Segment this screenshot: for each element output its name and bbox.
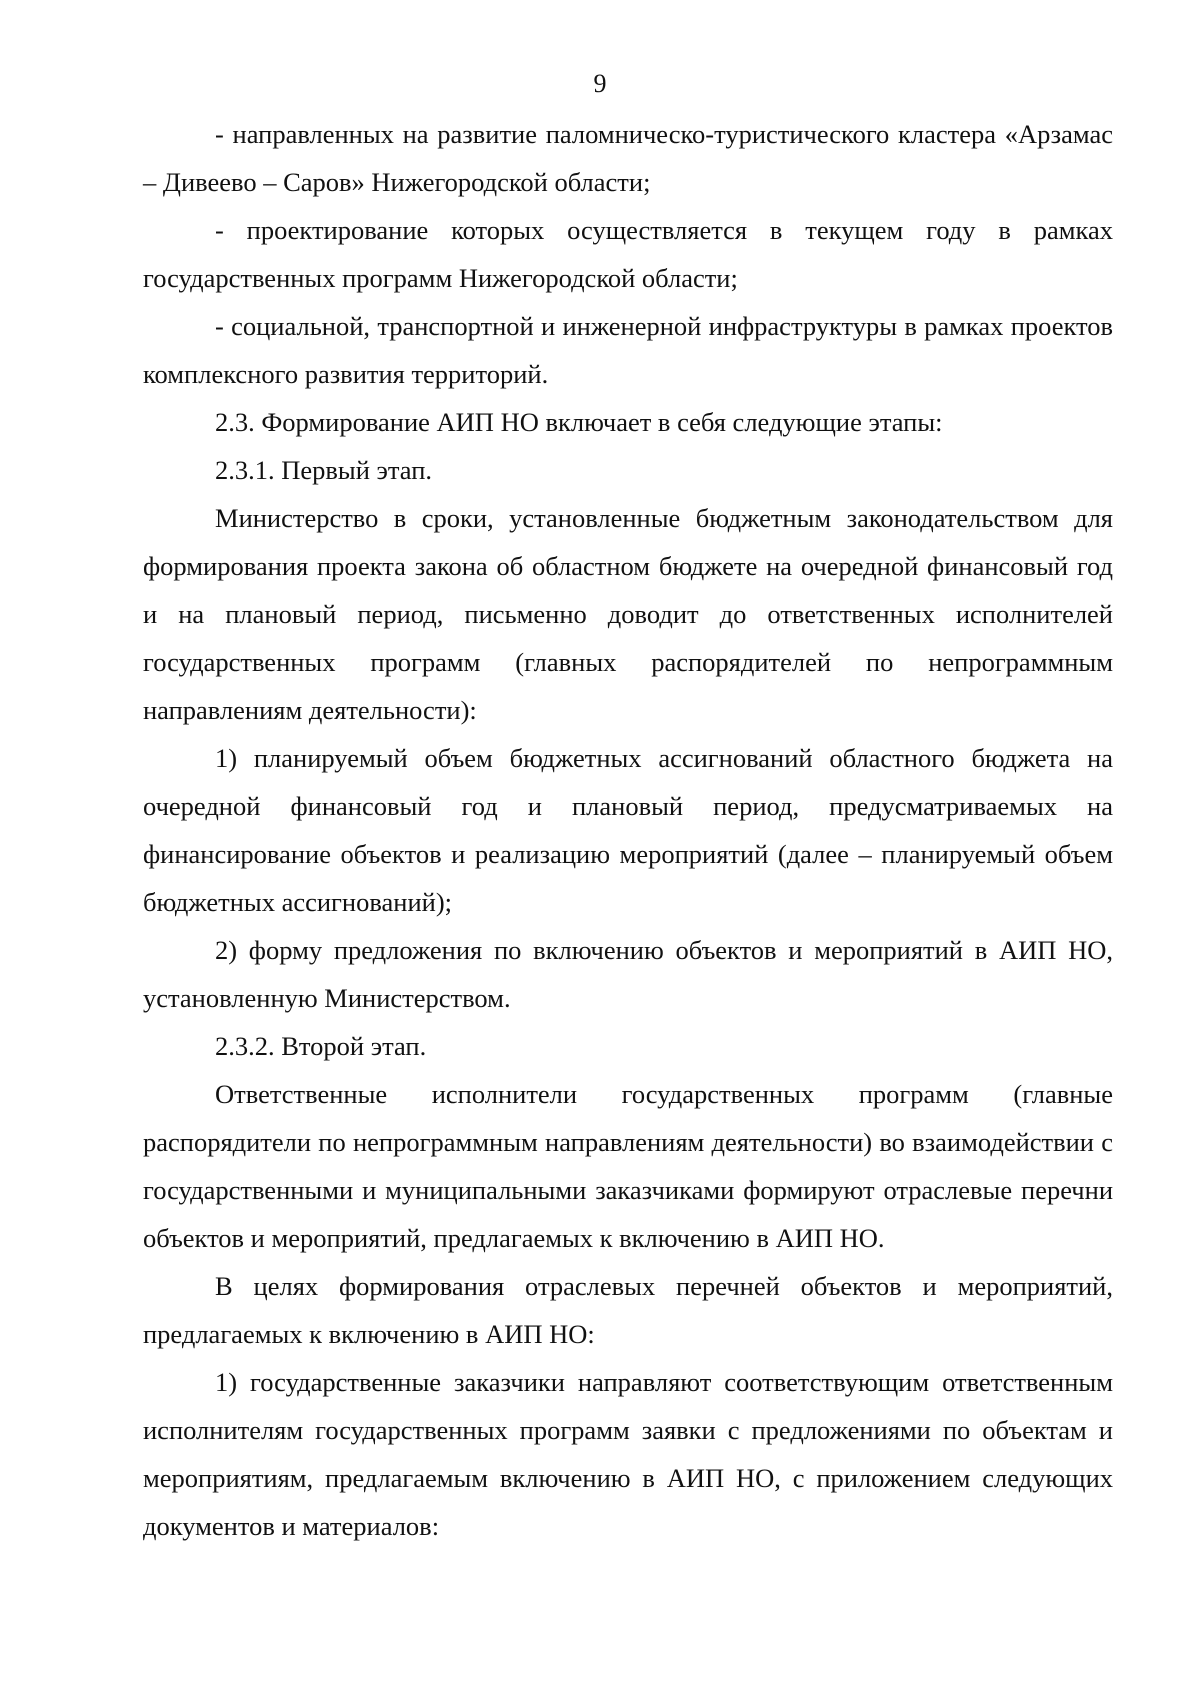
paragraph-customers-item-1: 1) государственные заказчики направляют соответствующим ответственным исполнителям государственных программ заявки с предложениями по объектам и мероприятиям, предлагаемым включению в АИП НО, с приложением следующих документов и материалов:: [143, 1367, 1113, 1541]
paragraph-purpose: В целях формирования отраслевых перечней объектов и мероприятий, предлагаемых к включению в АИП НО:: [143, 1271, 1113, 1349]
paragraph-infrastructure-item: - социальной, транспортной и инженерной инфраструктуры в рамках проектов комплексного развития территорий.: [143, 311, 1113, 389]
paragraph-cluster-item: - направленных на развитие паломническо-туристического кластера «Арзамас – Дивеево – Саров» Нижегородской области;: [143, 119, 1113, 197]
paragraph-list-item-1: 1) планируемый объем бюджетных ассигнований областного бюджета на очередной финансовый год и плановый период, предусматриваемых на финансирование объектов и реализацию мероприятий (далее – планируемый объем бюджетных ассигнований);: [143, 743, 1113, 917]
paragraph-section-2-3-1: 2.3.1. Первый этап.: [215, 455, 433, 485]
paragraph-design-item: - проектирование которых осуществляется в текущем году в рамках государственных программ Нижегородской области;: [143, 215, 1113, 293]
document-body: [143, 110, 1113, 1550]
paragraph-section-2-3: 2.3. Формирование АИП НО включает в себя следующие этапы:: [215, 407, 943, 437]
paragraph-list-item-2: 2) форму предложения по включению объектов и мероприятий в АИП НО, установленную Министерством.: [143, 935, 1113, 1013]
paragraph-executors: Ответственные исполнители государственных программ (главные распорядители по непрограммным направлениям деятельности) во взаимодействии с государственными и муниципальными заказчиками формируют отраслевые перечни объектов и мероприятий, предлагаемых к включению в АИП НО.: [143, 1079, 1113, 1253]
paragraph-section-2-3-2: 2.3.2. Второй этап.: [215, 1031, 427, 1061]
paragraph-ministry-notice: Министерство в сроки, установленные бюджетным законодательством для формирования проекта закона об областном бюджете на очередной финансовый год и на плановый период, письменно доводит до ответственных исполнителей государственных программ (главных распорядителей по непрограммным направлениям деятельности):: [143, 503, 1113, 725]
page-number: 9: [593, 69, 607, 98]
